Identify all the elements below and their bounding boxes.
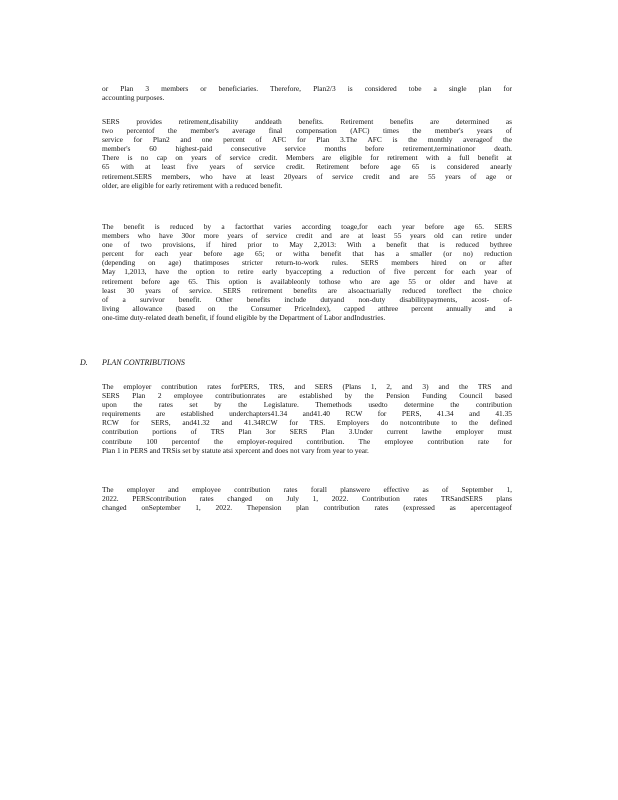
text-line: retirement.SERS members, who have at least 20years of service credit and are 55 years of age or [102,171,512,181]
text-line: There is no cap on years of service credit. Members are eligible for retirement with a full benefit at [102,153,512,163]
paragraph-sers-benefits [102,117,512,190]
text-line: SERS provides retirement,disability anddeath benefits. Retirement benefits are determined as [102,117,512,126]
text-line: member's 60 highest-paid consecutive service months before retirement,terminationor death. [102,144,512,154]
text-line: 2022. PERScontribution rates changed on July 1, 2022. Contribution rates TRSandSERS plans [102,494,512,504]
text-line: SERS Plan 2 employee contributionrates are established by the Pension Funding Council based [102,391,512,401]
text-line: members who have 30or more years of service credit and are at least 55 years old can retire under [102,231,512,241]
text-line: 65 with at least five years of service credit. Retirement before age 65 is considered anearly [102,162,512,172]
text-line: accounting purposes. [102,93,165,103]
section-title: PLAN CONTRIBUTIONS [102,358,185,367]
text-line: requirements are established underchapters41.34 and41.40 RCW for PERS, 41.34 and 41.35 [102,409,512,419]
paragraph-plan-accounting [102,84,512,102]
text-line: living allowance (based on the Consumer PriceIndex), capped atthree percent annually and a [102,303,512,313]
text-line: percent for each year before age 65; or witha benefit that has a smaller (or no) reduction [102,249,512,259]
text-line: The benefit is reduced by a factorthat varies according toage,for each year before age 65. SERS [102,222,512,231]
text-line: one of two provisions, if hired prior to May 2,2013: With a benefit that is reduced bythree [102,240,512,250]
text-line: of a survivor benefit. Other benefits include dutyand non-duty disabilitypayments, acost- of- [102,294,512,304]
text-line: Plan 1 in PERS and TRSis set by statute atsi xpercent and does not vary from year to year. [102,445,369,455]
text-line: RCW for SERS, and41.32 and 41.34RCW for TRS. Employers do notcontribute to the defined [102,418,512,428]
section-heading [80,358,185,368]
text-line: May 1,2013, have the option to retire early byaccepting a reduction of five percent for each year of [102,267,512,277]
text-line: (depending on age) thatimposes stricter return-to-work rules. SERS members hired on or after [102,258,512,268]
text-line: The employer and employee contribution rates forall planswere effective as of September 1, [102,485,512,494]
text-line: The employer contribution rates forPERS, TRS, and SERS (Plans 1, 2, and 3) and the TRS and [102,382,512,391]
text-line: changed onSeptember 1, 2022. Thepension plan contribution rates (expressed as apercentageof [102,503,512,513]
text-line: service for Plan2 and one percent of AFC for Plan 3.The AFC is the monthly averageof the [102,135,512,145]
text-line: or Plan 3 members or beneficiaries. Therefore, Plan2/3 is considered tobe a single plan for [102,84,512,93]
text-line: contribute 100 percentof the employer-required contribution. The employee contribution rate for [102,436,512,446]
text-line: retirement before age 65. This option is availableonly tothose who are age 55 or older and have at [102,276,512,286]
paragraph-benefit-reduction [102,222,512,322]
text-line: contribution portions of TRS Plan 3or SERS Plan 3.Under current lawthe employer must [102,427,512,437]
section-letter: D. [80,358,88,367]
paragraph-contribution-rates [102,382,512,455]
paragraph-effective-dates [102,485,512,512]
text-line: one-time duty-related death benefit, if found eligible by the Department of Labor andIndustries. [102,312,386,322]
text-line: two percentof the member's average final compensation (AFC) times the member's years of [102,126,512,136]
text-line: older, are eligible for early retirement with a reduced benefit. [102,180,283,190]
text-line: upon the rates set by the Legislature. Themethods usedto determine the contribution [102,400,512,410]
text-line: least 30 years of service. SERS retirement benefits are alsoactuarially reduced toreflect the choice [102,285,512,295]
